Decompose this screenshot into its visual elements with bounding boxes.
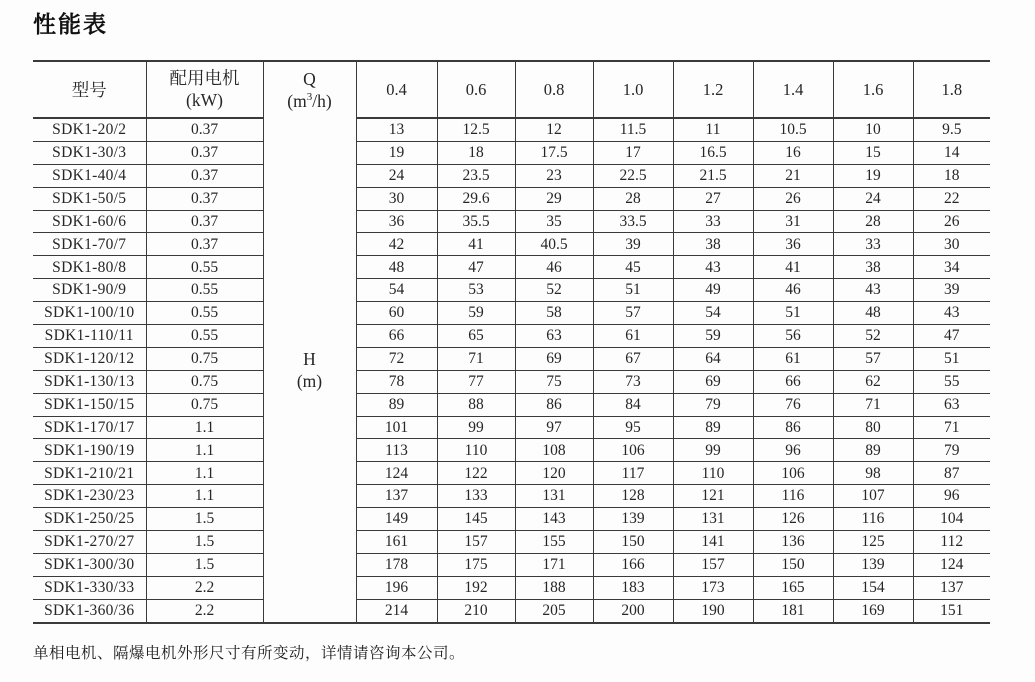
table-row	[33, 279, 990, 302]
head-value-cell: 15	[833, 141, 913, 164]
head-value-cell: 125	[833, 531, 913, 554]
head-value-cell: 214	[356, 599, 437, 622]
kw-cell: 0.55	[146, 302, 263, 325]
head-value-cell: 124	[913, 553, 990, 576]
head-value-cell: 63	[913, 393, 990, 416]
header-flow-0.8: 0.8	[515, 61, 593, 118]
head-value-cell: 124	[356, 462, 437, 485]
head-value-cell: 66	[753, 370, 833, 393]
header-flow-1.2: 1.2	[673, 61, 753, 118]
table-row	[33, 370, 990, 393]
q-unit: $(m^3/h)$	[287, 90, 332, 111]
head-value-cell: 17.5	[515, 141, 593, 164]
head-value-cell: 48	[833, 302, 913, 325]
kw-cell: 2.2	[146, 599, 263, 622]
table-row	[33, 164, 990, 187]
head-value-cell: 43	[833, 279, 913, 302]
header-flow-0.6: 0.6	[437, 61, 515, 118]
head-value-cell: 137	[356, 485, 437, 508]
head-value-cell: 76	[753, 393, 833, 416]
head-value-cell: 166	[593, 553, 673, 576]
table-row	[33, 485, 990, 508]
head-value-cell: 69	[515, 347, 593, 370]
kw-cell: 2.2	[146, 576, 263, 599]
kw-cell: 1.1	[146, 416, 263, 439]
head-value-cell: 61	[593, 325, 673, 348]
model-cell: SDK1-30/3	[33, 141, 146, 164]
head-value-cell: 60	[356, 302, 437, 325]
table-row	[33, 347, 990, 370]
table-row	[33, 302, 990, 325]
head-value-cell: 65	[437, 325, 515, 348]
head-value-cell: 173	[673, 576, 753, 599]
header-flow-1.0: 1.0	[593, 61, 673, 118]
model-cell: SDK1-190/19	[33, 439, 146, 462]
head-value-cell: 21.5	[673, 164, 753, 187]
head-value-cell: 196	[356, 576, 437, 599]
head-value-cell: 205	[515, 599, 593, 622]
head-value-cell: 73	[593, 370, 673, 393]
table-row	[33, 210, 990, 233]
model-cell: SDK1-150/15	[33, 393, 146, 416]
head-value-cell: 10	[833, 118, 913, 141]
header-motor-unit: (kW)	[186, 89, 223, 110]
head-value-cell: 183	[593, 576, 673, 599]
kw-cell: 0.55	[146, 325, 263, 348]
head-value-cell: 86	[515, 393, 593, 416]
kw-cell: 1.1	[146, 439, 263, 462]
head-value-cell: 145	[437, 508, 515, 531]
head-value-cell: 54	[356, 279, 437, 302]
head-value-cell: 89	[356, 393, 437, 416]
head-value-cell: 139	[833, 553, 913, 576]
head-value-cell: 42	[356, 233, 437, 256]
head-value-cell: 30	[356, 187, 437, 210]
head-value-cell: 26	[753, 187, 833, 210]
head-value-cell: 107	[833, 485, 913, 508]
header-flow-0.4: 0.4	[356, 61, 437, 118]
head-value-cell: 11.5	[593, 118, 673, 141]
head-value-cell: 133	[437, 485, 515, 508]
head-value-cell: 39	[593, 233, 673, 256]
h-unit: (m)	[296, 371, 323, 392]
head-value-cell: 12.5	[437, 118, 515, 141]
head-value-cell: 57	[833, 347, 913, 370]
head-value-cell: 161	[356, 531, 437, 554]
head-value-cell: 104	[913, 508, 990, 531]
head-value-cell: 154	[833, 576, 913, 599]
head-value-cell: 89	[673, 416, 753, 439]
head-value-cell: 63	[515, 325, 593, 348]
head-value-cell: 18	[913, 164, 990, 187]
head-value-cell: 95	[593, 416, 673, 439]
head-value-cell: 51	[593, 279, 673, 302]
q-symbol: Q	[303, 68, 316, 89]
model-cell: SDK1-60/6	[33, 210, 146, 233]
head-value-cell: 31	[753, 210, 833, 233]
table-row	[33, 325, 990, 348]
kw-cell: 1.5	[146, 508, 263, 531]
head-value-cell: 121	[673, 485, 753, 508]
head-value-cell: 27	[673, 187, 753, 210]
head-value-cell: 51	[753, 302, 833, 325]
header-motor-label: 配用电机	[169, 67, 240, 88]
head-value-cell: 11	[673, 118, 753, 141]
model-cell: SDK1-90/9	[33, 279, 146, 302]
head-value-cell: 190	[673, 599, 753, 622]
head-value-cell: 79	[913, 439, 990, 462]
head-value-cell: 33	[673, 210, 753, 233]
head-value-cell: 29	[515, 187, 593, 210]
head-value-cell: 41	[753, 256, 833, 279]
model-cell: SDK1-250/25	[33, 508, 146, 531]
kw-cell: 0.55	[146, 279, 263, 302]
head-value-cell: 62	[833, 370, 913, 393]
head-value-cell: 210	[437, 599, 515, 622]
head-value-cell: 38	[673, 233, 753, 256]
head-value-cell: 59	[673, 325, 753, 348]
q-h-merged-cell	[263, 61, 356, 623]
head-value-cell: 71	[437, 347, 515, 370]
model-cell: SDK1-300/30	[33, 553, 146, 576]
head-value-cell: 71	[913, 416, 990, 439]
head-value-cell: 39	[913, 279, 990, 302]
kw-cell: 0.37	[146, 118, 263, 141]
kw-cell: 0.37	[146, 187, 263, 210]
head-value-cell: 52	[515, 279, 593, 302]
kw-cell: 0.37	[146, 164, 263, 187]
head-value-cell: 22	[913, 187, 990, 210]
head-value-cell: 40.5	[515, 233, 593, 256]
head-value-cell: 56	[753, 325, 833, 348]
head-value-cell: 84	[593, 393, 673, 416]
head-value-cell: 18	[437, 141, 515, 164]
head-value-cell: 150	[593, 531, 673, 554]
head-value-cell: 128	[593, 485, 673, 508]
head-value-cell: 34	[913, 256, 990, 279]
kw-cell: 0.75	[146, 347, 263, 370]
head-value-cell: 79	[673, 393, 753, 416]
table-row	[33, 531, 990, 554]
head-value-cell: 24	[356, 164, 437, 187]
kw-cell: 0.37	[146, 210, 263, 233]
head-value-cell: 188	[515, 576, 593, 599]
head-value-cell: 141	[673, 531, 753, 554]
head-value-cell: 71	[833, 393, 913, 416]
model-cell: SDK1-120/12	[33, 347, 146, 370]
head-value-cell: 126	[753, 508, 833, 531]
head-value-cell: 23	[515, 164, 593, 187]
head-value-cell: 24	[833, 187, 913, 210]
kw-cell: 0.75	[146, 370, 263, 393]
head-value-cell: 96	[913, 485, 990, 508]
head-value-cell: 33	[833, 233, 913, 256]
head-value-cell: 16	[753, 141, 833, 164]
model-cell: SDK1-170/17	[33, 416, 146, 439]
head-value-cell: 117	[593, 462, 673, 485]
head-value-cell: 169	[833, 599, 913, 622]
table-row	[33, 576, 990, 599]
head-value-cell: 86	[753, 416, 833, 439]
header-flow-1.8: 1.8	[913, 61, 990, 118]
head-value-cell: 33.5	[593, 210, 673, 233]
head-value-cell: 43	[913, 302, 990, 325]
model-cell: SDK1-270/27	[33, 531, 146, 554]
head-value-cell: 116	[833, 508, 913, 531]
head-value-cell: 52	[833, 325, 913, 348]
head-value-cell: 12	[515, 118, 593, 141]
head-value-cell: 46	[753, 279, 833, 302]
head-value-cell: 47	[437, 256, 515, 279]
head-value-cell: 36	[356, 210, 437, 233]
head-value-cell: 35.5	[437, 210, 515, 233]
head-value-cell: 99	[673, 439, 753, 462]
head-value-cell: 131	[515, 485, 593, 508]
table-row	[33, 141, 990, 164]
head-value-cell: 151	[913, 599, 990, 622]
model-cell: SDK1-330/33	[33, 576, 146, 599]
kw-cell: 1.5	[146, 531, 263, 554]
head-value-cell: 139	[593, 508, 673, 531]
head-value-cell: 9.5	[913, 118, 990, 141]
head-value-cell: 61	[753, 347, 833, 370]
head-value-cell: 45	[593, 256, 673, 279]
head-value-cell: 41	[437, 233, 515, 256]
table-row	[33, 508, 990, 531]
model-cell: SDK1-210/21	[33, 462, 146, 485]
table-row	[33, 439, 990, 462]
head-value-cell: 116	[753, 485, 833, 508]
model-cell: SDK1-230/23	[33, 485, 146, 508]
head-value-cell: 35	[515, 210, 593, 233]
head-value-cell: 137	[913, 576, 990, 599]
head-value-cell: 175	[437, 553, 515, 576]
kw-cell: 0.37	[146, 233, 263, 256]
head-value-cell: 67	[593, 347, 673, 370]
head-value-cell: 72	[356, 347, 437, 370]
head-value-cell: 155	[515, 531, 593, 554]
head-value-cell: 192	[437, 576, 515, 599]
table-row	[33, 118, 990, 141]
head-value-cell: 106	[753, 462, 833, 485]
kw-cell: 1.1	[146, 462, 263, 485]
head-value-cell: 53	[437, 279, 515, 302]
head-value-cell: 150	[753, 553, 833, 576]
header-motor	[146, 61, 263, 118]
head-value-cell: 66	[356, 325, 437, 348]
table-body	[33, 61, 990, 623]
head-value-cell: 120	[515, 462, 593, 485]
kw-cell: 1.5	[146, 553, 263, 576]
head-value-cell: 51	[913, 347, 990, 370]
table-header-row	[33, 61, 990, 118]
kw-cell: 1.1	[146, 485, 263, 508]
head-value-cell: 29.6	[437, 187, 515, 210]
head-value-cell: 28	[833, 210, 913, 233]
head-value-cell: 17	[593, 141, 673, 164]
model-cell: SDK1-50/5	[33, 187, 146, 210]
page-title: 性能表	[33, 11, 108, 37]
kw-cell: 0.55	[146, 256, 263, 279]
head-value-cell: 47	[913, 325, 990, 348]
head-value-cell: 69	[673, 370, 753, 393]
head-value-cell: 108	[515, 439, 593, 462]
head-value-cell: 38	[833, 256, 913, 279]
head-value-cell: 23.5	[437, 164, 515, 187]
head-value-cell: 178	[356, 553, 437, 576]
head-value-cell: 54	[673, 302, 753, 325]
head-value-cell: 89	[833, 439, 913, 462]
table-row	[33, 416, 990, 439]
table-row	[33, 187, 990, 210]
kw-cell: 0.75	[146, 393, 263, 416]
head-value-cell: 99	[437, 416, 515, 439]
head-value-cell: 101	[356, 416, 437, 439]
head-value-cell: 58	[515, 302, 593, 325]
head-value-cell: 48	[356, 256, 437, 279]
head-value-cell: 88	[437, 393, 515, 416]
head-value-cell: 157	[673, 553, 753, 576]
head-value-cell: 165	[753, 576, 833, 599]
head-value-cell: 171	[515, 553, 593, 576]
table-row	[33, 393, 990, 416]
header-model: 型号	[33, 61, 146, 118]
table-row	[33, 256, 990, 279]
head-value-cell: 13	[356, 118, 437, 141]
model-cell: SDK1-360/36	[33, 599, 146, 622]
header-flow-1.6: 1.6	[833, 61, 913, 118]
head-value-cell: 57	[593, 302, 673, 325]
footer-note: 单相电机、隔爆电机外形尺寸有所变动，详情请咨询本公司。	[33, 644, 466, 662]
head-value-cell: 87	[913, 462, 990, 485]
model-cell: SDK1-110/11	[33, 325, 146, 348]
head-value-cell: 46	[515, 256, 593, 279]
model-cell: SDK1-80/8	[33, 256, 146, 279]
head-value-cell: 64	[673, 347, 753, 370]
head-value-cell: 49	[673, 279, 753, 302]
table-row	[33, 599, 990, 622]
head-value-cell: 19	[833, 164, 913, 187]
head-value-cell: 36	[753, 233, 833, 256]
head-value-cell: 43	[673, 256, 753, 279]
head-value-cell: 80	[833, 416, 913, 439]
head-value-cell: 96	[753, 439, 833, 462]
table-row	[33, 233, 990, 256]
head-value-cell: 16.5	[673, 141, 753, 164]
head-value-cell: 14	[913, 141, 990, 164]
head-value-cell: 59	[437, 302, 515, 325]
head-value-cell: 122	[437, 462, 515, 485]
head-value-cell: 22.5	[593, 164, 673, 187]
head-value-cell: 136	[753, 531, 833, 554]
head-value-cell: 149	[356, 508, 437, 531]
head-value-cell: 26	[913, 210, 990, 233]
flow-symbol-label	[264, 62, 356, 119]
head-value-cell: 78	[356, 370, 437, 393]
header-flow-1.4: 1.4	[753, 61, 833, 118]
table-row	[33, 462, 990, 485]
model-cell: SDK1-70/7	[33, 233, 146, 256]
h-symbol: H	[303, 348, 316, 369]
model-cell: SDK1-100/10	[33, 302, 146, 325]
head-value-cell: 30	[913, 233, 990, 256]
kw-cell: 0.37	[146, 141, 263, 164]
table-row	[33, 553, 990, 576]
head-value-cell: 77	[437, 370, 515, 393]
head-value-cell: 28	[593, 187, 673, 210]
head-value-cell: 21	[753, 164, 833, 187]
head-value-cell: 19	[356, 141, 437, 164]
head-value-cell: 157	[437, 531, 515, 554]
head-value-cell: 181	[753, 599, 833, 622]
head-value-cell: 55	[913, 370, 990, 393]
model-cell: SDK1-40/4	[33, 164, 146, 187]
head-value-cell: 113	[356, 439, 437, 462]
head-value-cell: 143	[515, 508, 593, 531]
model-cell: SDK1-20/2	[33, 118, 146, 141]
head-value-cell: 75	[515, 370, 593, 393]
head-value-cell: 110	[437, 439, 515, 462]
head-value-cell: 131	[673, 508, 753, 531]
head-value-cell: 98	[833, 462, 913, 485]
head-value-cell: 106	[593, 439, 673, 462]
head-value-cell: 110	[673, 462, 753, 485]
head-value-cell: 112	[913, 531, 990, 554]
model-cell: SDK1-130/13	[33, 370, 146, 393]
head-value-cell: 97	[515, 416, 593, 439]
head-symbol-label	[264, 119, 356, 622]
performance-table	[33, 60, 990, 624]
head-value-cell: 200	[593, 599, 673, 622]
head-value-cell: 10.5	[753, 118, 833, 141]
